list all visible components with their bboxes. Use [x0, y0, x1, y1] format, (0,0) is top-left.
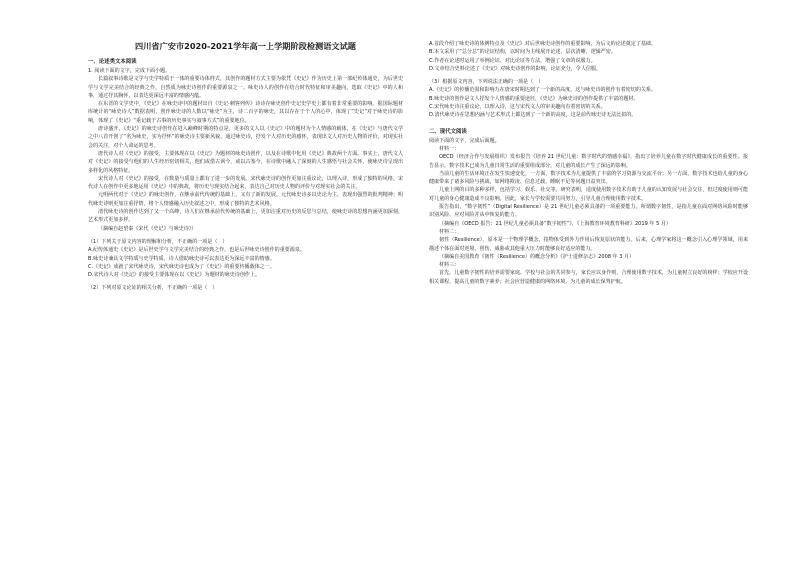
option-a: A.《史记》的传播范围和影响力在唐宋时期达到了一个新的高度，这与咏史诗的创作有着密切的关系。 — [429, 87, 657, 94]
option-d: D.宋代诗人对《史记》的接受主要体现在以《史记》为题材的咏史诗创作上。 — [88, 272, 261, 279]
paragraph: 首先，儿童数字韧性的培养需要家庭、学校与社会的共同参与，家长应以身作则，合理使用数字技术，为儿童树立良好的榜样；学校应开设相关课程，提高儿童的数字素养；社会应营造健康的网络环境，为儿童的成长保驾护航。 — [429, 270, 748, 285]
paragraph: 儿童上网的目的多种多样，包括学习、娱乐、社交等。研究表明，适度使用数字技术有助于儿童的认知发展与社会交往，但过度使用则可能对儿童的身心健康造成不良影响。因此，家长与学校需要共同努力，引导儿童合理使用数字技术。 — [429, 187, 748, 202]
paragraph: OECD（经济合作与发展组织）发布报告《培养 21 世纪儿童：数字时代的情感幸福》，指出了培养儿童在数字时代健康成长的重要性。报告显示，数字技术已成为儿童日常生活的重要组成部分，对儿童的成长产生了深远的影响。 — [429, 154, 748, 169]
material-label: 材料三： — [439, 262, 460, 269]
paragraph: 唐诗盛开，《史记》的咏史诗创作在进入巅峰时期的特点是，更多的文人以《史记》中的题材为个人情感的载体，在《史记》与唐代文学之中八首开创了“名为咏史，实为抒怀”的咏史诗主要新风貌。通过咏史诗，抒发个人对历史的感怀，表现出文人对历史人物的评价，对现实社会的关注，对个人命运的思考。 — [88, 126, 403, 149]
option-c: C.作者在论述时运用了举例论证、对比论证等方法，增强了文章的说服力。 — [429, 57, 596, 64]
option-d: D.文章结合史料论述了《史记》对咏史诗创作的影响，论证充分，令人信服。 — [429, 65, 602, 72]
excerpt-source: （摘编自《OECD 报告：21 世纪儿童必须具备“数字韧性”》，《上海教育环境教育科研》2019 年 5 月） — [439, 220, 671, 227]
section-heading-1: 一、论述类文本阅读 — [88, 59, 137, 65]
paragraph: 报告指出，“数字韧性”（Digital Resilience）是 21 世纪儿童必须具备的一项重要能力。所谓数字韧性，是指儿童在面对网络风险时能够识别风险、应对风险并从中恢复的能力。 — [429, 204, 748, 219]
option-c: C.宋代咏史诗注重议论，以理入诗，这与宋代文人的审美趣向有着密切的关系。 — [429, 104, 606, 111]
option-a: A.纪传体通史《史记》是后世史学与文学完美结合的经典之作，也是后世咏史诗创作的重要源泉。 — [88, 247, 305, 254]
option-b: B.本文采用了“总分总”的论证结构，以时间为主线展开论述，层次清晰，逻辑严密。 — [429, 49, 616, 56]
reading-instruction: 阅读下面的文字，完成后面题。 — [429, 137, 500, 144]
page-title: 四川省广安市2020-2021学年高一上学期阶段检测语文试题 — [135, 41, 356, 51]
material-label: 材料二： — [439, 228, 460, 235]
question-2: （2）下列对原文论证的相关分析，不正确的一项是（ ） — [88, 285, 218, 292]
option-a: A.首段介绍了咏史诗的体例特点及《史记》对后世咏史诗创作的重要影响，为后文的论述奠定了基础。 — [429, 41, 657, 47]
question-intro: 1. 阅读下面的文字，完成下面小题。 — [88, 68, 171, 74]
option-d: D.清代咏史诗在思想内涵与艺术形式上都达到了一个新的高度，这是前代咏史诗无法比拟的。 — [429, 112, 637, 119]
option-c: C.《史记》成就了宋代咏史诗，宋代咏史诗也成为了《史记》的重要传播载体之一。 — [88, 263, 275, 270]
excerpt-source: （摘编自美国教育《韧性（Resilience）的概念分析》《护士进修杂志》2008 年 3 月） — [439, 253, 635, 260]
excerpt-source: （摘编自赵望秦《宋代《史记》与咏史诗》） — [98, 225, 197, 232]
material-label: 材料一： — [439, 145, 460, 152]
option-b: B.咏史诗兼具文学特质与史学特质，诗人借助咏史诗可以表达更为深远丰富的情感。 — [88, 255, 275, 262]
paragraph: 在东晋的文学史中，《史记》在咏史诗中的题材出自《史记·刺客列传》诗诗存咏史创作史记史学史上都有着非常重要的影响。据国际题材库统计的“咏史诗人”数据表明，创作咏史诗的人数以“咏史”为主，诗二百字的咏史，其以存在于个人的心中，体现了“史记”对于咏史诗的影响，体现了《史记》“重记载于古事的历史事实与叙事方式”的重要地位。 — [88, 101, 403, 124]
question-3: （3）根据原文内容，下列说法正确的一项是（ ） — [429, 79, 544, 86]
paragraph: 元明两代对于《史记》的咏史创作，在继承前代传统的基础上，又有了新的发展。元代咏史诗多以史论为主，表现出强烈的批判精神；明代咏史诗则更加注重抒情，将个人情感融入历史叙述之中，形成了独特的艺术风格。 — [88, 192, 403, 207]
paragraph: 清代咏史诗的创作达到了又一个高峰，诗人们在继承前代传统的基础上，更加注重对历史的反思与总结，使咏史诗的思想内涵更加深刻，艺术形式更加多样。 — [88, 209, 403, 224]
paragraph: 宋代诗人对《史记》的接受，在数量与质量上都有了进一步的发展。宋代咏史诗的创作更加注重议论，以理入诗，形成了独特的风格。宋代诗人在创作中更多地运用《史记》中的典故，将历史与现实结合起来，表达自己对历史人物的评价与对现实社会的关注。 — [88, 175, 403, 191]
paragraph: 韧性（Resilience），原本是一个物理学概念，指物体受到外力作用后恢复原状的能力。后来，心理学家将这一概念引入心理学领域，用来描述个体在面对逆境、创伤、威胁或其他重大压力时能够良好适应的能力。 — [429, 237, 748, 252]
paragraph: 当前儿童的生活环境正在发生快速变化，一方面，数字技术为儿童提供了丰富的学习资源与交流平台；另一方面，数字技术也给儿童的身心健康带来了诸多风险与挑战，如网络欺凌、信息过载、睡眠不足等问题日益突出。 — [429, 170, 748, 186]
option-b: B.咏史诗的创作是文人抒发个人情感的重要途径，《史记》为咏史诗的创作提供了丰富的题材。 — [429, 95, 639, 102]
section-heading-2: 二、现代文阅读 — [429, 128, 467, 135]
paragraph: 唐代诗人对《史记》的接受，主要体现在以《史记》为题材的咏史诗创作，以及在诗歌中化用《史记》典故两个方面。事实上，唐代文人对《史记》的接受与他们的人生经历密切相关，他们或借古讽今，或以古鉴今，在诗歌中融入了深刻的人生感悟与社会关怀，使咏史诗呈现出多样化的风格特征。 — [88, 150, 403, 174]
paragraph: 长篇叙事诗歌是文学与史学特质于一体的重要诗体样式，其创作的题材方式主要为依凭《史记》作为历史上第一部纪传体通史，为后世史学与文学完美结合的经典之作，自然成为咏史诗创作的重要源泉之一。咏史诗人的创作在结合时代特征和审美趣向，选取《史记》中的人和事，通过抒其胸怀，以表达更深远丰富的情感内蕴。 — [88, 76, 403, 99]
right-column — [429, 40, 748, 554]
left-column — [88, 40, 403, 554]
question-1: （1）下列关于原文内容的理解和分析，不正确的一项是（ ） — [88, 238, 228, 245]
